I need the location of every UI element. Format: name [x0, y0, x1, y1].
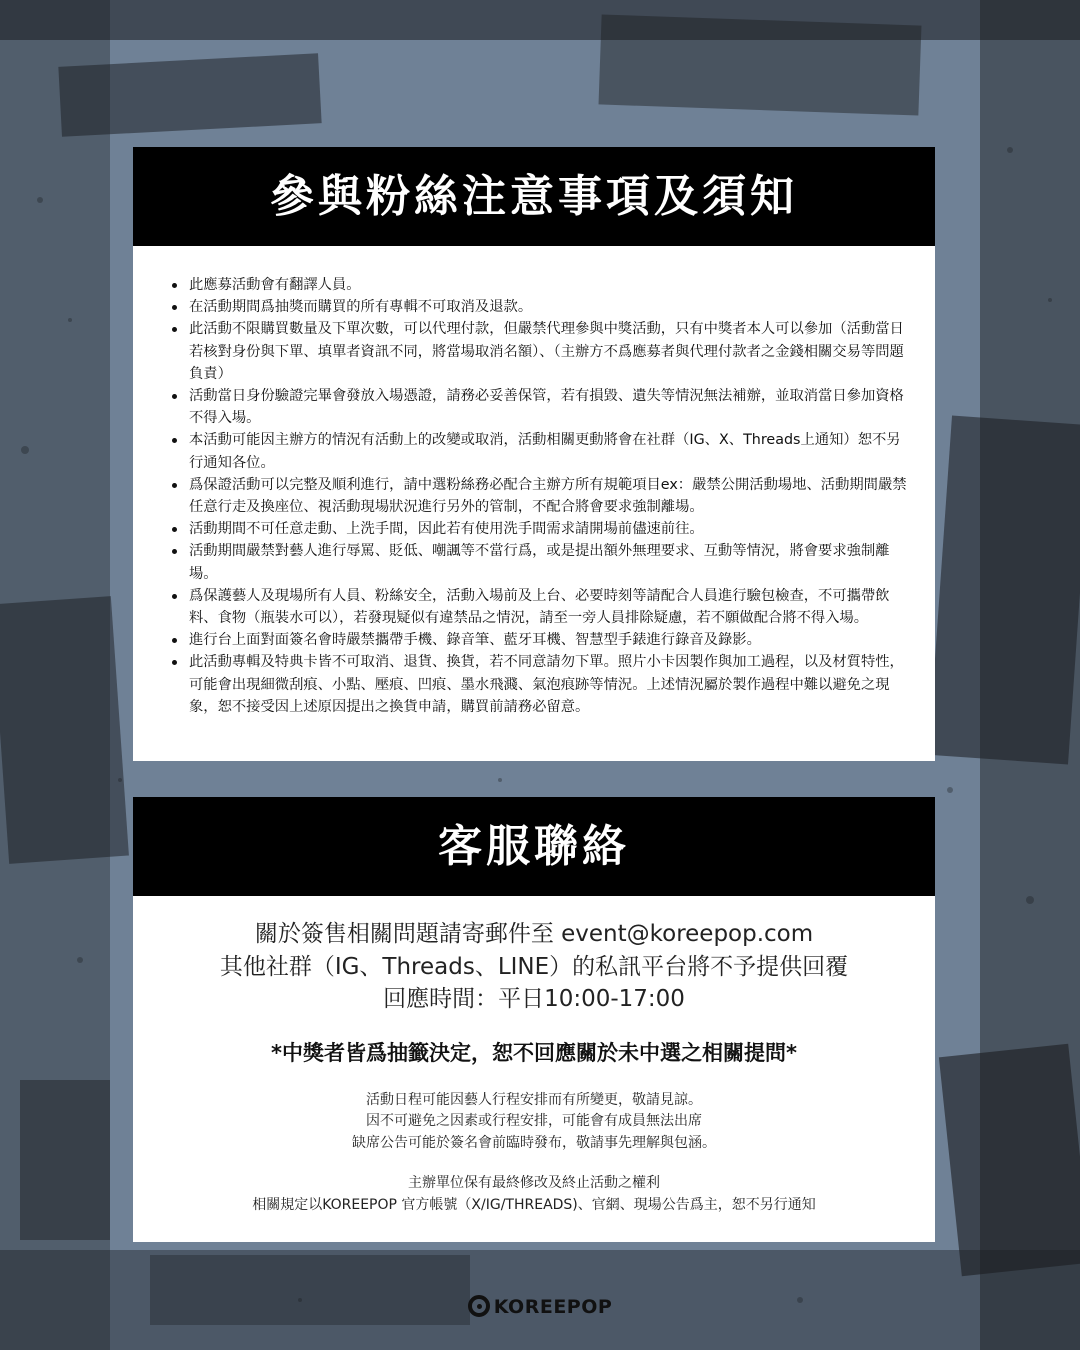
- notice-item: 活動當日身份驗證完畢會發放入場憑證，請務必妥善保管，若有損毀、遺失等情況無法補辦，並取消當日參加資格不得入場。: [189, 385, 911, 429]
- absence-announcement-note: 缺席公告可能於簽名會前臨時發布，敬請事先理解與包涵。: [352, 1134, 716, 1151]
- notice-title: 參與粉絲注意事項及須知: [133, 147, 935, 246]
- notice-item: 爲保證活動可以完整及順利進行，請中選粉絲務必配合主辦方所有規範項目ex：嚴禁公開活動場地、活動期間嚴禁任意行走及換座位、視活動現場狀況進行另外的管制，不配合將會要求強制離場。: [189, 474, 911, 518]
- contact-email-line: 關於簽售相關問題請寄郵件至 event@koreepop.com: [254, 921, 814, 947]
- koreepop-logo-icon: [468, 1295, 490, 1317]
- notice-item: 活動期間不可任意走動、上洗手間，因此若有使用洗手間需求請開場前儘速前往。: [189, 518, 911, 540]
- notice-panel: [133, 147, 935, 761]
- schedule-note: 活動日程可能因藝人行程安排而有所變更，敬請見諒。: [366, 1091, 702, 1108]
- contact-social-line: 其他社群（IG、Threads、LINE）的私訊平台將不予提供回覆: [219, 953, 849, 980]
- notice-item: 爲保護藝人及現場所有人員、粉絲安全，活動入場前及上台、必要時刻等請配合人員進行驗包檢查，不可攜帶飲料、食物（瓶裝水可以），若發現疑似有違禁品之情況，請至一旁人員排除疑慮，若不願做配合將不得入場。: [189, 585, 911, 629]
- notice-list: [133, 246, 935, 718]
- notice-item: 此活動不限購買數量及下單次數，可以代理付款，但嚴禁代理參與中獎活動，只有中獎者本人可以參加（活動當日若核對身份與下單、填單者資訊不同，將當場取消名額）、（主辦方不爲應募者與代理付款者之金錢相關交易等問題負責）: [189, 318, 911, 385]
- notice-item: 此活動專輯及特典卡皆不可取消、退貨、換貨，若不同意請勿下單。照片小卡因製作與加工過程，以及材質特性，可能會出現細微刮痕、小點、壓痕、凹痕、墨水飛濺、氣泡痕跡等情況。上述情況屬於製作過程中難以避免之現象，恕不接受因上述原因提出之換貨申請，購買前請務必留意。: [189, 651, 911, 718]
- contact-body: [133, 896, 935, 1216]
- brand-name: KOREEPOP: [493, 1296, 613, 1318]
- notice-item: 活動期間嚴禁對藝人進行辱罵、貶低、嘲諷等不當行爲，或是提出額外無理要求、互動等情況，將會要求強制離場。: [189, 540, 911, 584]
- notice-item: 在活動期間爲抽獎而購買的所有專輯不可取消及退款。: [189, 296, 911, 318]
- absence-note: 因不可避免之因素或行程安排，可能會有成員無法出席: [366, 1113, 702, 1129]
- brand-logo: [0, 1295, 1080, 1318]
- lottery-emphasis: *中獎者皆爲抽籤決定，恕不回應關於未中選之相關提問*: [271, 1040, 797, 1065]
- notice-item: 進行台上面對面簽名會時嚴禁攜帶手機、錄音筆、藍牙耳機、智慧型手錶進行錄音及錄影。: [189, 629, 911, 651]
- notice-item: 此應募活動會有翻譯人員。: [189, 274, 911, 296]
- notice-item: 本活動可能因主辦方的情況有活動上的改變或取消，活動相關更動將會在社群（IG、X、Threads上通知）恕不另行通知各位。: [189, 429, 911, 473]
- contact-title: 客服聯絡: [133, 797, 935, 896]
- contact-panel: [133, 797, 935, 1242]
- contact-hours-line: 回應時間：平日10:00-17:00: [383, 986, 685, 1012]
- official-source-note: 相關規定以KOREEPOP 官方帳號（X/IG/THREADS)、官網、現場公告爲主，恕不另行通知: [252, 1196, 816, 1213]
- rights-note: 主辦單位保有最終修改及終止活動之權利: [408, 1175, 660, 1191]
